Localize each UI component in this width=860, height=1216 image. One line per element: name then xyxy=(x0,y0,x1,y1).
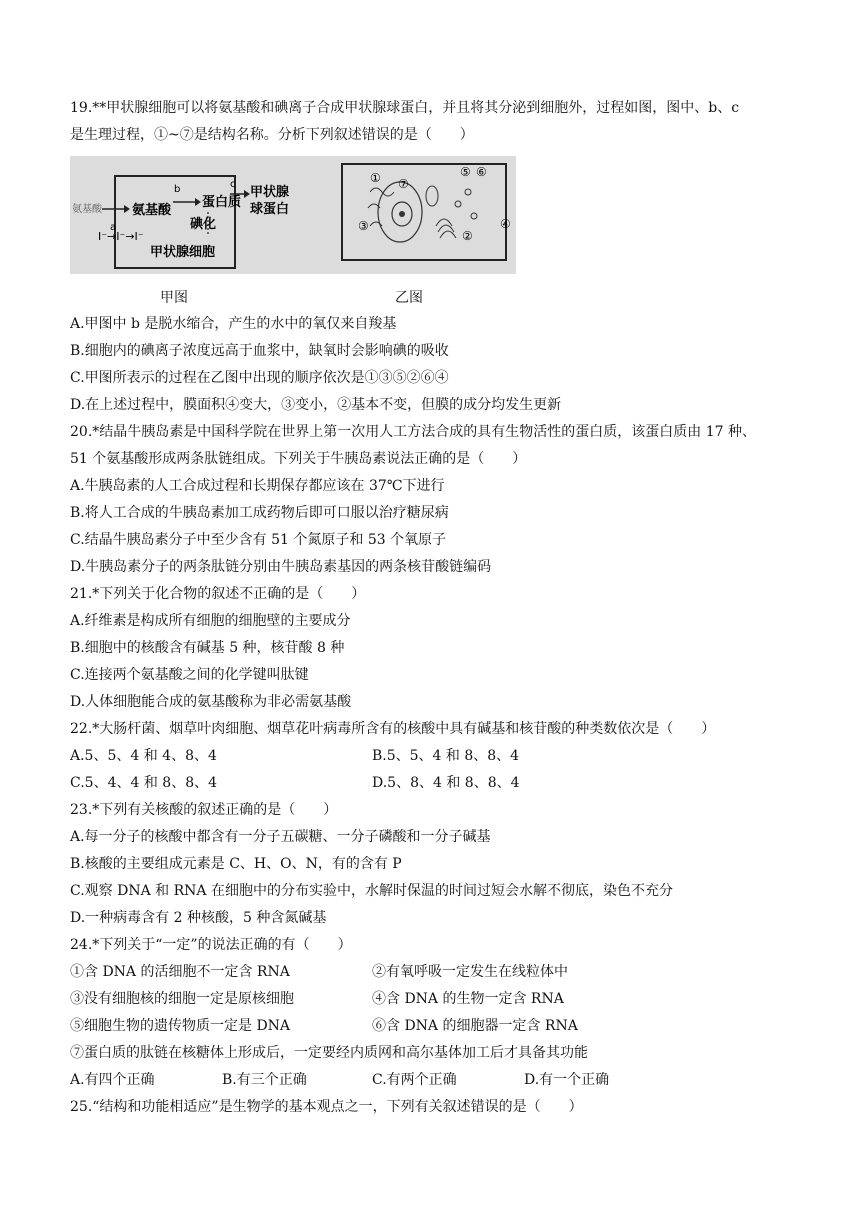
q24-stem: 24.*下列关于“一定”的说法正确的有（ ） xyxy=(70,937,352,953)
q25-stem: 25.“结构和功能相适应”是生物学的基本观点之一，下列有关叙述错误的是（ ） xyxy=(70,1099,583,1115)
fig-jia-protein: 蛋白质 xyxy=(202,195,242,210)
q24-statement-6: ⑥含 DNA 的细胞器一定含 RNA xyxy=(372,1018,578,1034)
fig-yi-3: ③ xyxy=(358,219,369,233)
fig-jia-input-aa: 氨基酸 xyxy=(72,204,102,215)
q24-statement-1: ①含 DNA 的活细胞不一定含 RNA xyxy=(70,964,290,980)
q22-option-c: C.5、4、4 和 8、8、4 xyxy=(70,775,218,791)
q23-option-c: C.观察 DNA 和 RNA 在细胞中的分布实验中，水解时保温的时间过短会水解不彻底，染色不充分 xyxy=(70,883,673,899)
caption-yi: 乙图 xyxy=(395,290,423,306)
q23-option-d: D.一种病毒含有 2 种核酸，5 种含氮碱基 xyxy=(70,910,327,926)
q20-option-b: B.将人工合成的牛胰岛素加工成药物后即可口服以治疗糖尿病 xyxy=(70,505,449,521)
fig-jia-label-b: b xyxy=(174,184,181,195)
q19-stem-line1: 19.**甲状腺细胞可以将氨基酸和碘离子合成甲状腺球蛋白，并且将其分泌到细胞外，过程如图，图中、b、c xyxy=(70,100,740,116)
q19-option-d: D.在上述过程中，膜面积④变大，③变小，②基本不变，但膜的成分均发生更新 xyxy=(70,397,562,413)
fig-jia-cell: 甲状腺细胞 xyxy=(150,245,216,260)
q20-option-d: D.牛胰岛素分子的两条肽链分别由牛胰岛素基因的两条核苷酸链编码 xyxy=(70,559,492,575)
q21-option-b: B.细胞中的核酸含有碱基 5 种，核苷酸 8 种 xyxy=(70,640,345,656)
fig-jia-iodine: I⁻→I⁻→I⁻ xyxy=(98,230,144,243)
q24-statement-4: ④含 DNA 的生物一定含 RNA xyxy=(372,991,564,1007)
fig-jia-label-c: c xyxy=(230,179,236,190)
fig-jia-product-2: 球蛋白 xyxy=(250,202,290,217)
q21-option-d: D.人体细胞能合成的氨基酸称为非必需氨基酸 xyxy=(70,694,352,710)
q24-statement-2: ②有氧呼吸一定发生在线粒体中 xyxy=(372,964,568,980)
q24-option-b: B.有三个正确 xyxy=(222,1072,307,1088)
q21-option-a: A.纤维素是构成所有细胞的细胞壁的主要成分 xyxy=(70,613,351,629)
q22-option-b: B.5、5、4 和 8、8、4 xyxy=(372,748,520,764)
q24-statement-5: ⑤细胞生物的遗传物质一定是 DNA xyxy=(70,1018,291,1034)
fig-jia-product-1: 甲状腺 xyxy=(250,185,290,200)
q24-statement-7: ⑦蛋白质的肽链在核糖体上形成后，一定要经内质网和高尔基体加工后才具备其功能 xyxy=(70,1045,588,1061)
fig-jia-label-a: a xyxy=(110,222,117,233)
q20-stem-line1: 20.*结晶牛胰岛素是中国科学院在世界上第一次用人工方法合成的具有生物活性的蛋白质，该蛋白质由 17 种、 xyxy=(70,424,756,440)
q24-statement-3: ③没有细胞核的细胞一定是原核细胞 xyxy=(70,991,294,1007)
q19-stem-line2: 是生理过程，①~⑦是结构名称。分析下列叙述错误的是（ ） xyxy=(70,127,474,143)
fig-jia-iodination: 碘化 xyxy=(190,217,217,232)
q20-option-a: A.牛胰岛素的人工合成过程和长期保存都应该在 37℃下进行 xyxy=(70,478,445,494)
fig-yi-4: ④ xyxy=(500,217,511,231)
fig-yi-5: ⑤ xyxy=(460,165,471,179)
q22-option-d: D.5、8、4 和 8、8、4 xyxy=(372,775,520,791)
caption-jia: 甲图 xyxy=(160,290,188,306)
q24-option-c: C.有两个正确 xyxy=(372,1072,457,1088)
figure-jia-diagram xyxy=(70,156,516,274)
fig-yi-6: ⑥ xyxy=(476,165,487,179)
q23-option-a: A.每一分子的核酸中都含有一分子五碳糖、一分子磷酸和一分子碱基 xyxy=(70,829,491,845)
q19-option-c: C.甲图所表示的过程在乙图中出现的顺序依次是①③⑤②⑥④ xyxy=(70,370,449,386)
q21-stem: 21.*下列关于化合物的叙述不正确的是（ ） xyxy=(70,586,366,602)
q22-option-a: A.5、5、4 和 4、8、4 xyxy=(70,748,217,764)
fig-yi-7: ⑦ xyxy=(398,177,409,191)
q19-option-b: B.细胞内的碘离子浓度远高于血浆中，缺氧时会影响碘的吸收 xyxy=(70,343,449,359)
q24-option-a: A.有四个正确 xyxy=(70,1072,155,1088)
q20-option-c: C.结晶牛胰岛素分子中至少含有 51 个氮原子和 53 个氧原子 xyxy=(70,532,447,548)
q24-option-d: D.有一个正确 xyxy=(524,1072,610,1088)
q19-option-a: A.甲图中 b 是脱水缩合，产生的水中的氧仅来自羧基 xyxy=(70,316,397,332)
fig-yi-1: ① xyxy=(370,171,381,185)
fig-yi-2: ② xyxy=(462,229,473,243)
q22-stem: 22.*大肠杆菌、烟草叶肉细胞、烟草花叶病毒所含有的核酸中具有碱基和核苷酸的种类数依次是（ ） xyxy=(70,721,716,737)
figure-jia xyxy=(70,156,516,274)
q21-option-c: C.连接两个氨基酸之间的化学键叫肽键 xyxy=(70,667,309,683)
q23-option-b: B.核酸的主要组成元素是 C、H、O、N，有的含有 P xyxy=(70,856,402,872)
q23-stem: 23.*下列有关核酸的叙述正确的是（ ） xyxy=(70,802,338,818)
fig-jia-aa: 氨基酸 xyxy=(132,203,172,218)
q20-stem-line2: 51 个氨基酸形成两条肽链组成。下列关于牛胰岛素说法正确的是（ ） xyxy=(70,451,527,467)
